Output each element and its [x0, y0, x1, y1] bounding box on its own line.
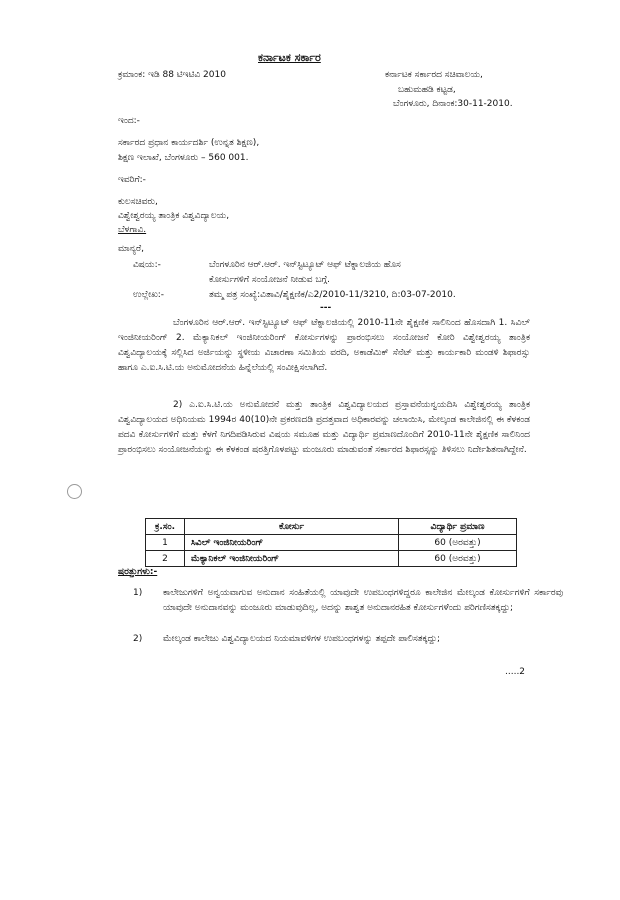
table-row — [146, 551, 517, 567]
separator: --- — [320, 303, 332, 313]
letter-date: ಬೆಂಗಳೂರು, ದಿನಾಂಕ:30-11-2010. — [393, 99, 513, 109]
table-row — [146, 535, 517, 551]
office-address-line2: ಬಹುಮಹಡಿ ಕಟ್ಟಡ, — [398, 85, 456, 95]
subject-line2: ಕೋರ್ಸುಗಳಿಗೆ ಸಂಯೋಜನೆ ನೀಡುವ ಬಗ್ಗೆ. — [209, 275, 331, 285]
row-sl: 1 — [146, 535, 185, 551]
to-label: ಇವರಿಗೆ:- — [118, 175, 146, 185]
to-line1: ಕುಲಸಚಿವರು, — [118, 197, 158, 207]
paragraph-1: ಬೆಂಗಳೂರಿನ ಆರ್.ಆರ್. ಇನ್‌ಸ್ಟಿಟ್ಯೂಟ್ ಆಫ್ ಟೆಕ್ನಾಲಜಿಯಲ್ಲಿ 2010-11ನೇ ಶೈಕ್ಷಣಿಕ ಸಾಲಿನಿಂದ ಹೊಸದಾಗಿ 1. ಸಿವಿಲ್ ಇಂಜಿನೀಯರಿಂಗ್ 2. ಮೆಕ್ಯಾನಿಕಲ್ ಇಂಜಿನೀಯರಿಂಗ್ ಕೋರ್ಸುಗಳನ್ನು ಪ್ರಾರಂಭಿಸಲು ಸಂಯೋಜನೆ ಕೋರಿ ವಿಶ್ವೇಶ್ವರಯ್ಯ ತಾಂತ್ರಿಕ ವಿಶ್ವವಿದ್ಯಾಲಯಕ್ಕೆ ಸಲ್ಲಿಸಿದ ಅರ್ಜಿಯನ್ನು ಸ್ಥಳೀಯ ವಿಚಾರಣಾ ಸಮಿತಿಯ ವರದಿ, ಅಕಾಡೆಮಿಕ್ ಸೆನೆಟ್ ಮತ್ತು ಕಾರ್ಯಕಾರಿ ಮಂಡಳಿ ಶಿಫಾರಸ್ಸು ಹಾಗೂ ಎ.ಐ.ಸಿ.ಟಿ.ಯ ಅನುಮೋದನೆಯ ಹಿನ್ನೆಲೆಯಲ್ಲಿ ಸಂವೀಕ್ಷಿಸಲಾಗಿದೆ. — [118, 318, 530, 373]
office-address-line1: ಕರ್ನಾಟಕ ಸರ್ಕಾರದ ಸಚಿವಾಲಯ, — [385, 70, 483, 80]
government-title: ಕರ್ನಾಟಕ ಸರ್ಕಾರ — [258, 51, 321, 64]
from-line1: ಸರ್ಕಾರದ ಪ್ರಧಾನ ಕಾರ್ಯದರ್ಶಿ (ಉನ್ನತ ಶಿಕ್ಷಣ), — [118, 138, 260, 148]
reference-label: ಉಲ್ಲೇಖ:- — [133, 290, 165, 300]
condition-item — [133, 586, 563, 631]
row-intake: 60 (ಅರವತ್ತು) — [399, 551, 517, 567]
subject-line1: ಬೆಂಗಳೂರಿನ ಆರ್.ಆರ್. ಇನ್‌ಸ್ಟಿಟ್ಯೂಟ್ ಆಫ್ ಟೆಕ್ನಾಲಜಿಯ ಹೊಸ — [209, 260, 401, 270]
to-line2: ವಿಶ್ವೇಶ್ವರಯ್ಯ ತಾಂತ್ರಿಕ ವಿಶ್ವವಿದ್ಯಾಲಯ, — [118, 211, 230, 221]
order-number: ಕ್ರಮಾಂಕ: ಇಡಿ 88 ಟಿಇಟಿವಿ 2010 — [118, 70, 226, 80]
header-sl: ಕ್ರ.ಸಂ. — [146, 519, 185, 535]
header-course: ಕೋರ್ಸು — [185, 519, 399, 535]
salutation: ಮಾನ್ಯರೆ, — [118, 244, 144, 254]
hole-punch-mark — [67, 484, 82, 499]
row-intake: 60 (ಅರವತ್ತು) — [399, 535, 517, 551]
condition-text: ಕಾಲೇಜುಗಳಿಗೆ ಅನ್ವಯವಾಗುವ ಅನುದಾನ ಸಂಹಿತೆಯಲ್ಲಿ ಯಾವುದೇ ಉಪಬಂಧಗಳಿದ್ದರೂ ಕಾಲೇಜಿನ ಮೇಲ್ಕಂಡ ಕೋರ್ಸುಗಳಿಗೆ ಸರ್ಕಾರವು ಯಾವುದೇ ಅನುದಾನವನ್ನು ಮಂಜೂರು ಮಾಡುವುದಿಲ್ಲ, ಅದನ್ನು ಶಾಶ್ವತ ಅನುದಾನರಹಿತ ಕೋರ್ಸುಗಳೆಂದು ಪರಿಗಣಿಸತಕ್ಕದ್ದು; — [163, 588, 563, 613]
from-label: ಇಂದ:- — [118, 116, 140, 126]
row-sl: 2 — [146, 551, 185, 567]
table-header-row — [146, 519, 517, 535]
from-line2: ಶಿಕ್ಷಣ ಇಲಾಖೆ, ಬೆಂಗಳೂರು – 560 001. — [118, 153, 249, 163]
condition-number: 1) — [133, 588, 143, 598]
to-line3: ಬೆಳಗಾವಿ. — [118, 225, 147, 235]
row-course: ಮೆಕ್ಯಾನಿಕಲ್ ಇಂಜಿನೀಯರಿಂಗ್ — [185, 551, 399, 567]
condition-text: ಮೇಲ್ಕಂಡ ಕಾಲೇಜು ವಿಶ್ವವಿದ್ಯಾಲಯದ ನಿಯಮಾವಳಿಗಳ ಉಪಬಂಧಗಳನ್ನು ತಪ್ಪದೇ ಪಾಲಿಸತಕ್ಕದ್ದು; — [163, 634, 440, 644]
course-table — [145, 518, 517, 567]
row-course: ಸಿವಿಲ್ ಇಂಜಿನೀಯರಿಂಗ್ — [185, 535, 399, 551]
condition-number: 2) — [133, 634, 143, 644]
conditions-label: ಷರತ್ತುಗಳು:- — [118, 567, 158, 577]
subject-label: ವಿಷಯ:- — [133, 260, 161, 270]
paragraph-2: 2) ಎ.ಐ.ಸಿ.ಟಿ.ಯ ಅನುಮೋದನೆ ಮತ್ತು ತಾಂತ್ರಿಕ ವಿಶ್ವವಿದ್ಯಾಲಯದ ಪ್ರಸ್ತಾವನೆಯನ್ವಯದಿಸಿ ವಿಶ್ವೇಶ್ವರಯ್ಯ ತಾಂತ್ರಿಕ ವಿಶ್ವವಿದ್ಯಾಲಯದ ಅಧಿನಿಯಮ 1994ರ 40(10)ನೇ ಪ್ರಕರಣದಡಿ ಪ್ರದತ್ತವಾದ ಅಧಿಕಾರವನ್ನು ಚಲಾಯಿಸಿ, ಮೇಲ್ಕಂಡ ಕಾಲೇಜಿನಲ್ಲಿ ಈ ಕೆಳಕಂಡ ಪದವಿ ಕೋರ್ಸುಗಳಿಗೆ ಮತ್ತು ಕೆಳಗೆ ನಿಗದಿಪಡಿಸಿರುವ ವಿಷಯ ಸಮೂಹ ಮತ್ತು ವಿದ್ಯಾರ್ಥಿ ಪ್ರಮಾಣದೊಂದಿಗೆ 2010-11ನೇ ಶೈಕ್ಷಣಿಕ ಸಾಲಿನಿಂದ ಪ್ರಾರಂಭಿಸಲು ಸಂಯೋಜನೆಯನ್ನು ಈ ಕೆಳಕಂಡ ಷರತ್ತಿಗೊಳಪಟ್ಟು ಮಂಜೂರು ಮಾಡುವಂತೆ ಸರ್ಕಾರದ ಶಿಫಾರಸ್ಸನ್ನು ತಿಳಿಸಲು ನಿರ್ದೇಶಿತನಾಗಿದ್ದೇನೆ. — [118, 400, 530, 455]
header-intake: ವಿದ್ಯಾರ್ಥಿ ಪ್ರಮಾಣ — [399, 519, 517, 535]
condition-item — [133, 632, 563, 662]
page-continuation: .....2 — [505, 667, 526, 677]
reference-text: ತಮ್ಮ ಪತ್ರ ಸಂಖ್ಯೆ:ವಿತಾವಿ/ಶೈಕ್ಷಣಿಕ/ಎ2/2010-11/3210, ದಿ:03-07-2010. — [209, 290, 456, 300]
